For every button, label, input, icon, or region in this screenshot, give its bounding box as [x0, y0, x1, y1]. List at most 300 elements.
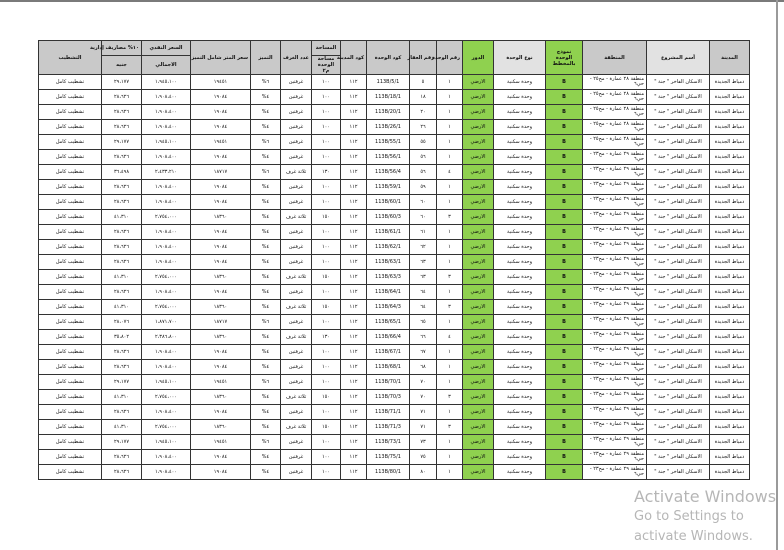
cell-unit-code: 113B/59/1 — [367, 180, 410, 195]
cell-rooms: غرفتين — [281, 150, 312, 165]
cell-rooms: غرفتين — [281, 465, 312, 480]
table-row — [39, 405, 750, 420]
cell-rooms: غرفتين — [281, 120, 312, 135]
cell-meter-price: ١٨٣٦٠ — [191, 390, 251, 405]
cell-city: دمياط الجديدة — [710, 420, 750, 435]
cell-unit-type: وحدة سكنية — [494, 210, 546, 225]
cell-finishing: تشطيب كامل — [39, 330, 102, 345]
cell-region: منطقة ٢٩ عمارة - مج٢٣ - حي٦ — [583, 315, 647, 330]
cell-region: منطقة ٢٩ عمارة - مج٢٣ - حي٦ — [583, 360, 647, 375]
cell-unit-code: 113B/66/4 — [367, 330, 410, 345]
cell-rooms: غرفتين — [281, 195, 312, 210]
cell-unit-code: 113B/75/1 — [367, 450, 410, 465]
cell-meter-price: ١٩٠٨٤ — [191, 225, 251, 240]
cell-meter-price: ١٩٠٨٤ — [191, 255, 251, 270]
cell-rooms: غرفتين — [281, 105, 312, 120]
cell-area: ١٠٠ — [312, 450, 341, 465]
cell-unit-type: وحدة سكنية — [494, 255, 546, 270]
cell-floor: الارضي — [463, 360, 494, 375]
cell-cash-price: ١،٩٠٨،٤٠٠ — [142, 405, 191, 420]
cell-cash-price: ١،٩٠٨،٤٠٠ — [142, 105, 191, 120]
cell-city-code: ١١٢ — [341, 105, 367, 120]
cell-distinction: ٤% — [251, 330, 281, 345]
cell-model: B — [546, 390, 583, 405]
cell-meter-price: ١٩٤٥١ — [191, 135, 251, 150]
cell-region: منطقة ٢٩ عمارة - مج٢٣ - حي٦ — [583, 270, 647, 285]
cell-building-no: ٥٩ — [410, 180, 437, 195]
cell-floor: الارضي — [463, 255, 494, 270]
cell-unit-no: ١ — [437, 375, 463, 390]
cell-city-code: ١١٢ — [341, 420, 367, 435]
cell-unit-type: وحدة سكنية — [494, 315, 546, 330]
cell-meter-price: ١٨٣٦٠ — [191, 330, 251, 345]
cell-unit-no: ١ — [437, 105, 463, 120]
cell-cash-price: ١،٩٠٨،٤٠٠ — [142, 150, 191, 165]
watermark-line2: Go to Settings to activate Windows. — [634, 509, 753, 544]
cell-unit-code: 113B/60/3 — [367, 210, 410, 225]
cell-unit-type: وحدة سكنية — [494, 120, 546, 135]
cell-region: منطقة ٢٩ عمارة - مج٢٣ - حي٦ — [583, 255, 647, 270]
cell-floor: الارضي — [463, 375, 494, 390]
cell-region: منطقة ٢٨ عمارة - مج٢٥ - حي٦ — [583, 90, 647, 105]
cell-floor: الارضي — [463, 240, 494, 255]
table-row — [39, 375, 750, 390]
cell-building-no: ٦٠ — [410, 210, 437, 225]
cell-unit-type: وحدة سكنية — [494, 225, 546, 240]
header-region: المنطقة — [583, 41, 647, 75]
cell-city-code: ١١٢ — [341, 165, 367, 180]
header-distinction: التميز — [251, 41, 281, 75]
cell-distinction: ٤% — [251, 405, 281, 420]
table-row — [39, 285, 750, 300]
cell-finishing: تشطيب كامل — [39, 180, 102, 195]
header-admin-fee-sub: جنيه — [102, 56, 142, 75]
cell-finishing: تشطيب كامل — [39, 75, 102, 90]
cell-cash-price: ٢،٤٣٣،٢١٠ — [142, 165, 191, 180]
cell-admin-fee: ٢٩،١٧٧ — [102, 75, 142, 90]
cell-rooms: ثلاثة غرف — [281, 270, 312, 285]
cell-finishing: تشطيب كامل — [39, 435, 102, 450]
cell-cash-price: ١،٩٤٥،١٠٠ — [142, 135, 191, 150]
cell-unit-code: 113B/56/4 — [367, 165, 410, 180]
table-row — [39, 120, 750, 135]
cell-admin-fee: ٤١،٣١٠ — [102, 420, 142, 435]
cell-admin-fee: ٤١،٣١٠ — [102, 210, 142, 225]
cell-distinction: ٤% — [251, 120, 281, 135]
cell-unit-no: ١ — [437, 180, 463, 195]
header-finishing: التشطيب — [39, 41, 102, 75]
header-city-code: كود المدينة — [341, 41, 367, 75]
cell-city-code: ١١٢ — [341, 375, 367, 390]
cell-floor: الارضي — [463, 195, 494, 210]
cell-admin-fee: ٢٨،٦٢٦ — [102, 450, 142, 465]
cell-unit-no: ١ — [437, 90, 463, 105]
cell-unit-code: 113B/64/3 — [367, 300, 410, 315]
cell-city-code: ١١٢ — [341, 135, 367, 150]
cell-model: B — [546, 360, 583, 375]
cell-area: ١٠٠ — [312, 135, 341, 150]
cell-city-code: ١١٢ — [341, 360, 367, 375]
cell-model: B — [546, 255, 583, 270]
cell-city-code: ١١٢ — [341, 315, 367, 330]
cell-area: ١٠٠ — [312, 120, 341, 135]
cell-rooms: غرفتين — [281, 435, 312, 450]
cell-unit-no: ١ — [437, 120, 463, 135]
cell-unit-no: ١ — [437, 150, 463, 165]
cell-cash-price: ١،٩٠٨،٤٠٠ — [142, 225, 191, 240]
cell-city-code: ١١٢ — [341, 255, 367, 270]
units-table — [38, 40, 750, 480]
cell-distinction: ٤% — [251, 90, 281, 105]
cell-finishing: تشطيب كامل — [39, 450, 102, 465]
cell-unit-code: 113B/71/1 — [367, 405, 410, 420]
cell-cash-price: ١،٩٠٨،٤٠٠ — [142, 240, 191, 255]
cell-rooms: غرفتين — [281, 240, 312, 255]
cell-unit-type: وحدة سكنية — [494, 375, 546, 390]
header-building-no: رقم العقار — [410, 41, 437, 75]
cell-cash-price: ١،٩٠٨،٤٠٠ — [142, 360, 191, 375]
cell-project: الاسكان الفاخر " جنة " — [647, 240, 710, 255]
cell-project: الاسكان الفاخر " جنة " — [647, 420, 710, 435]
table-row — [39, 75, 750, 90]
spreadsheet — [38, 40, 749, 480]
cell-finishing: تشطيب كامل — [39, 165, 102, 180]
cell-city: دمياط الجديدة — [710, 255, 750, 270]
table-row — [39, 450, 750, 465]
cell-city: دمياط الجديدة — [710, 390, 750, 405]
header-project: أسم المشروع — [647, 41, 710, 75]
cell-city: دمياط الجديدة — [710, 405, 750, 420]
cell-distinction: ٤% — [251, 285, 281, 300]
cell-cash-price: ٢،٧٥٤،٠٠٠ — [142, 270, 191, 285]
cell-building-no: ٢٠ — [410, 105, 437, 120]
table-row — [39, 105, 750, 120]
header-model: نموذج الوحدة بالمخطط — [546, 41, 583, 75]
cell-floor: الارضي — [463, 330, 494, 345]
cell-unit-code: 113B/70/3 — [367, 390, 410, 405]
cell-model: B — [546, 105, 583, 120]
cell-city: دمياط الجديدة — [710, 105, 750, 120]
cell-meter-price: ١٩٠٨٤ — [191, 405, 251, 420]
cell-finishing: تشطيب كامل — [39, 360, 102, 375]
cell-model: B — [546, 435, 583, 450]
cell-city: دمياط الجديدة — [710, 195, 750, 210]
cell-model: B — [546, 195, 583, 210]
cell-unit-no: ١ — [437, 225, 463, 240]
cell-building-no: ٧١ — [410, 420, 437, 435]
cell-finishing: تشطيب كامل — [39, 105, 102, 120]
cell-unit-code: 113B/71/3 — [367, 420, 410, 435]
cell-area: ١٠٠ — [312, 360, 341, 375]
cell-project: الاسكان الفاخر " جنة " — [647, 135, 710, 150]
cell-model: B — [546, 120, 583, 135]
cell-model: B — [546, 405, 583, 420]
cell-unit-code: 113B/67/1 — [367, 345, 410, 360]
cell-meter-price: ١٨٣٦٠ — [191, 420, 251, 435]
cell-distinction: ٤% — [251, 195, 281, 210]
cell-unit-type: وحدة سكنية — [494, 465, 546, 480]
cell-unit-code: 113B/73/1 — [367, 435, 410, 450]
cell-cash-price: ٢،٣٨٦،٨٠٠ — [142, 330, 191, 345]
header-unit-type: نوع الوحدة — [494, 41, 546, 75]
cell-unit-no: ١ — [437, 135, 463, 150]
cell-model: B — [546, 90, 583, 105]
table-row — [39, 165, 750, 180]
table-row — [39, 390, 750, 405]
table-row — [39, 420, 750, 435]
cell-building-no: ٦٣ — [410, 255, 437, 270]
cell-project: الاسكان الفاخر " جنة " — [647, 345, 710, 360]
cell-model: B — [546, 300, 583, 315]
cell-region: منطقة ٢٩ عمارة - مج٢٣ - حي٦ — [583, 195, 647, 210]
cell-cash-price: ١،٩٠٨،٤٠٠ — [142, 90, 191, 105]
cell-city-code: ١١٢ — [341, 345, 367, 360]
cell-project: الاسكان الفاخر " جنة " — [647, 75, 710, 90]
cell-project: الاسكان الفاخر " جنة " — [647, 300, 710, 315]
cell-admin-fee: ٤١،٣١٠ — [102, 270, 142, 285]
cell-cash-price: ١،٩٠٨،٤٠٠ — [142, 450, 191, 465]
cell-meter-price: ١٩٠٨٤ — [191, 120, 251, 135]
cell-admin-fee: ٢٨،٦٢٦ — [102, 90, 142, 105]
cell-unit-no: ٣ — [437, 210, 463, 225]
cell-meter-price: ١٨٣٦٠ — [191, 210, 251, 225]
cell-city: دمياط الجديدة — [710, 330, 750, 345]
cell-city: دمياط الجديدة — [710, 135, 750, 150]
cell-region: منطقة ٢٩ عمارة - مج٢٣ - حي٦ — [583, 225, 647, 240]
cell-city: دمياط الجديدة — [710, 90, 750, 105]
cell-unit-type: وحدة سكنية — [494, 405, 546, 420]
cell-rooms: ثلاثة غرف — [281, 165, 312, 180]
cell-rooms: غرفتين — [281, 405, 312, 420]
cell-unit-code: 113B/55/1 — [367, 135, 410, 150]
cell-meter-price: ١٩٠٨٤ — [191, 240, 251, 255]
cell-area: ١٥٠ — [312, 420, 341, 435]
cell-area: ١٥٠ — [312, 210, 341, 225]
cell-rooms: غرفتين — [281, 360, 312, 375]
cell-unit-no: ١ — [437, 285, 463, 300]
table-row — [39, 300, 750, 315]
cell-meter-price: ١٩٤٥١ — [191, 75, 251, 90]
cell-city-code: ١١٢ — [341, 195, 367, 210]
cell-building-no: ٦٥ — [410, 315, 437, 330]
cell-project: الاسكان الفاخر " جنة " — [647, 285, 710, 300]
cell-unit-no: ٣ — [437, 270, 463, 285]
cell-floor: الارضي — [463, 180, 494, 195]
cell-distinction: ٤% — [251, 270, 281, 285]
cell-distinction: ٤% — [251, 150, 281, 165]
cell-distinction: ٤% — [251, 225, 281, 240]
cell-city: دمياط الجديدة — [710, 240, 750, 255]
top-rule — [0, 0, 784, 2]
cell-finishing: تشطيب كامل — [39, 225, 102, 240]
cell-floor: الارضي — [463, 450, 494, 465]
cell-area: ١٣٠ — [312, 165, 341, 180]
cell-admin-fee: ٢٨،٠٧٦ — [102, 315, 142, 330]
cell-floor: الارضي — [463, 390, 494, 405]
cell-unit-no: ٤ — [437, 330, 463, 345]
cell-meter-price: ١٨٣٦٠ — [191, 300, 251, 315]
cell-rooms: ثلاثة غرف — [281, 420, 312, 435]
cell-model: B — [546, 330, 583, 345]
cell-unit-type: وحدة سكنية — [494, 435, 546, 450]
cell-unit-type: وحدة سكنية — [494, 345, 546, 360]
watermark-line1: Activate Windows — [634, 487, 777, 506]
cell-distinction: ٤% — [251, 465, 281, 480]
cell-rooms: غرفتين — [281, 75, 312, 90]
cell-unit-no: ٣ — [437, 390, 463, 405]
cell-cash-price: ١،٩٤٥،١٠٠ — [142, 375, 191, 390]
cell-meter-price: ١٩٠٨٤ — [191, 285, 251, 300]
cell-finishing: تشطيب كامل — [39, 315, 102, 330]
cell-cash-price: ١،٩٠٨،٤٠٠ — [142, 285, 191, 300]
cell-city: دمياط الجديدة — [710, 345, 750, 360]
cell-building-no: ١٨ — [410, 90, 437, 105]
cell-city: دمياط الجديدة — [710, 300, 750, 315]
cell-area: ١٠٠ — [312, 240, 341, 255]
header-city: المدينة — [710, 41, 750, 75]
cell-unit-no: ١ — [437, 75, 463, 90]
cell-meter-price: ١٨٣٦٠ — [191, 270, 251, 285]
cell-distinction: ٦% — [251, 135, 281, 150]
cell-unit-no: ٣ — [437, 300, 463, 315]
header-row — [39, 41, 750, 56]
cell-unit-code: 113B/62/1 — [367, 240, 410, 255]
cell-model: B — [546, 345, 583, 360]
cell-finishing: تشطيب كامل — [39, 135, 102, 150]
cell-meter-price: ١٩٠٨٤ — [191, 450, 251, 465]
cell-floor: الارضي — [463, 345, 494, 360]
cell-finishing: تشطيب كامل — [39, 150, 102, 165]
cell-model: B — [546, 135, 583, 150]
cell-rooms: ثلاثة غرف — [281, 300, 312, 315]
header-cash-price: السعر النقدي — [142, 41, 191, 56]
cell-region: منطقة ٢٩ عمارة - مج٢٣ - حي٦ — [583, 240, 647, 255]
cell-meter-price: ١٩٠٨٤ — [191, 465, 251, 480]
cell-distinction: ٤% — [251, 180, 281, 195]
cell-city-code: ١١٢ — [341, 270, 367, 285]
cell-building-no: ٧١ — [410, 405, 437, 420]
cell-building-no: ٦٤ — [410, 285, 437, 300]
cell-floor: الارضي — [463, 120, 494, 135]
cell-area: ١٠٠ — [312, 255, 341, 270]
cell-floor: الارضي — [463, 420, 494, 435]
cell-rooms: غرفتين — [281, 285, 312, 300]
cell-cash-price: ٢،٧٥٤،٠٠٠ — [142, 390, 191, 405]
cell-region: منطقة ٢٨ عمارة - مج٢٥ - حي٦ — [583, 120, 647, 135]
cell-city: دمياط الجديدة — [710, 225, 750, 240]
cell-building-no: ٢٦ — [410, 120, 437, 135]
cell-model: B — [546, 270, 583, 285]
right-rule — [776, 0, 778, 550]
cell-finishing: تشطيب كامل — [39, 375, 102, 390]
cell-project: الاسكان الفاخر " جنة " — [647, 150, 710, 165]
table-row — [39, 330, 750, 345]
cell-city: دمياط الجديدة — [710, 270, 750, 285]
cell-area: ١٠٠ — [312, 195, 341, 210]
header-area-sub: مساحة الوحدة م٢ — [312, 56, 341, 75]
cell-city: دمياط الجديدة — [710, 180, 750, 195]
cell-building-no: ٧٥ — [410, 450, 437, 465]
cell-area: ١٣٠ — [312, 330, 341, 345]
header-area: المساحة — [312, 41, 341, 56]
cell-project: الاسكان الفاخر " جنة " — [647, 405, 710, 420]
cell-area: ١٠٠ — [312, 405, 341, 420]
table-row — [39, 435, 750, 450]
cell-region: منطقة ٢٩ عمارة - مج٢٣ - حي٦ — [583, 285, 647, 300]
table-row — [39, 240, 750, 255]
cell-project: الاسكان الفاخر " جنة " — [647, 360, 710, 375]
cell-finishing: تشطيب كامل — [39, 465, 102, 480]
cell-floor: الارضي — [463, 285, 494, 300]
cell-model: B — [546, 180, 583, 195]
cell-region: منطقة ٢٩ عمارة - مج٢٣ - حي٦ — [583, 435, 647, 450]
cell-unit-type: وحدة سكنية — [494, 270, 546, 285]
cell-floor: الارضي — [463, 105, 494, 120]
cell-area: ١٠٠ — [312, 75, 341, 90]
cell-area: ١٠٠ — [312, 150, 341, 165]
cell-meter-price: ١٩٠٨٤ — [191, 180, 251, 195]
cell-rooms: غرفتين — [281, 225, 312, 240]
cell-unit-type: وحدة سكنية — [494, 90, 546, 105]
cell-unit-type: وحدة سكنية — [494, 105, 546, 120]
cell-area: ١٠٠ — [312, 375, 341, 390]
cell-city: دمياط الجديدة — [710, 150, 750, 165]
cell-model: B — [546, 75, 583, 90]
table-row — [39, 270, 750, 285]
cell-admin-fee: ٣٦،٤٩٨ — [102, 165, 142, 180]
cell-unit-type: وحدة سكنية — [494, 75, 546, 90]
cell-project: الاسكان الفاخر " جنة " — [647, 450, 710, 465]
cell-city-code: ١١٢ — [341, 465, 367, 480]
cell-rooms: غرفتين — [281, 90, 312, 105]
cell-distinction: ٤% — [251, 105, 281, 120]
cell-project: الاسكان الفاخر " جنة " — [647, 330, 710, 345]
cell-cash-price: ١،٩٠٨،٤٠٠ — [142, 180, 191, 195]
cell-area: ١٠٠ — [312, 465, 341, 480]
table-row — [39, 345, 750, 360]
cell-finishing: تشطيب كامل — [39, 240, 102, 255]
cell-unit-no: ١ — [437, 315, 463, 330]
cell-project: الاسكان الفاخر " جنة " — [647, 315, 710, 330]
cell-model: B — [546, 420, 583, 435]
cell-model: B — [546, 150, 583, 165]
cell-unit-code: 113B/56/1 — [367, 150, 410, 165]
cell-unit-code: 113B/26/1 — [367, 120, 410, 135]
cell-project: الاسكان الفاخر " جنة " — [647, 465, 710, 480]
cell-distinction: ٦% — [251, 165, 281, 180]
cell-meter-price: ١٩٠٨٤ — [191, 90, 251, 105]
cell-city-code: ١١٢ — [341, 210, 367, 225]
cell-floor: الارضي — [463, 405, 494, 420]
cell-distinction: ٤% — [251, 420, 281, 435]
cell-cash-price: ٢،٧٥٤،٠٠٠ — [142, 210, 191, 225]
cell-distinction: ٤% — [251, 390, 281, 405]
cell-region: منطقة ٢٩ عمارة - مج٢٣ - حي٦ — [583, 180, 647, 195]
cell-region: منطقة ٢٩ عمارة - مج٢٣ - حي٦ — [583, 210, 647, 225]
cell-cash-price: ١،٨٧١،٧٠٠ — [142, 315, 191, 330]
cell-admin-fee: ٢٩،١٧٧ — [102, 375, 142, 390]
cell-building-no: ٨٠ — [410, 465, 437, 480]
table-row — [39, 210, 750, 225]
table-row — [39, 255, 750, 270]
cell-model: B — [546, 240, 583, 255]
cell-finishing: تشطيب كامل — [39, 420, 102, 435]
cell-city-code: ١١٢ — [341, 75, 367, 90]
cell-region: منطقة ٢٩ عمارة - مج٢٣ - حي٦ — [583, 465, 647, 480]
cell-rooms: غرفتين — [281, 450, 312, 465]
cell-meter-price: ١٨٧١٧ — [191, 315, 251, 330]
cell-admin-fee: ٢٨،٦٢٦ — [102, 120, 142, 135]
